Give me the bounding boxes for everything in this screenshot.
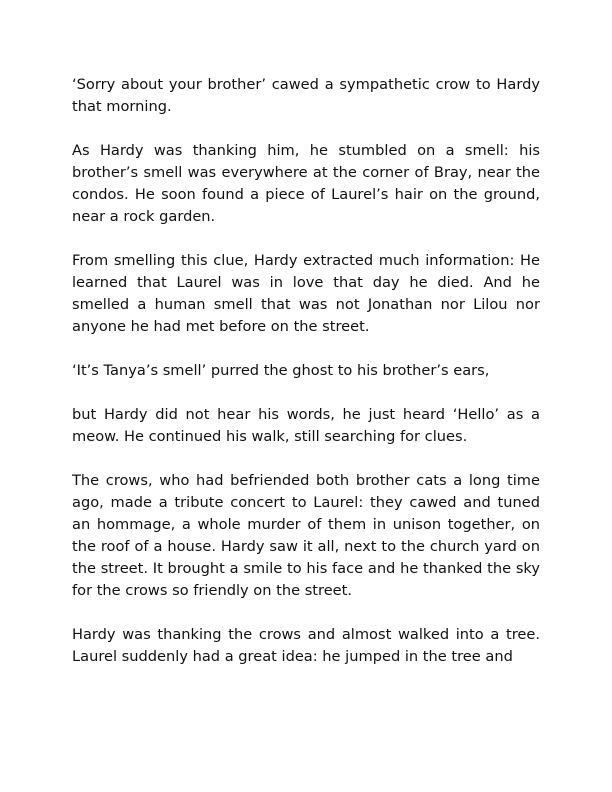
document-page [72,74,540,690]
paragraph-1: ‘Sorry about your brother’ cawed a sympathetic crow to Hardy that morning. [72,76,540,115]
paragraph-2: As Hardy was thanking him, he stumbled on a smell: his brother’s smell was everywhere at the corner of Bray, near the condos. He soon found a piece of Laurel’s hair on the ground, near a rock garden. [72,142,540,225]
paragraph-7: Hardy was thanking the crows and almost walked into a tree. Laurel suddenly had a great idea: he jumped in the tree and [72,626,540,665]
paragraph-5: but Hardy did not hear his words, he just heard ‘Hello’ as a meow. He continued his walk, still searching for clues. [72,406,540,445]
paragraph-6: The crows, who had befriended both brother cats a long time ago, made a tribute concert to Laurel: they cawed and tuned an hommage, a whole murder of them in unison together, on the roof of a house. Hardy saw it all, next to the church yard on the street. It brought a smile to his face and he thanked the sky for the crows so friendly on the street. [72,472,540,599]
paragraph-3: From smelling this clue, Hardy extracted much information: He learned that Laurel was in love that day he died. And he smelled a human smell that was not Jonathan nor Lilou nor anyone he had met before on the street. [72,252,540,335]
paragraph-4: ‘It’s Tanya’s smell’ purred the ghost to his brother’s ears, [72,362,490,379]
